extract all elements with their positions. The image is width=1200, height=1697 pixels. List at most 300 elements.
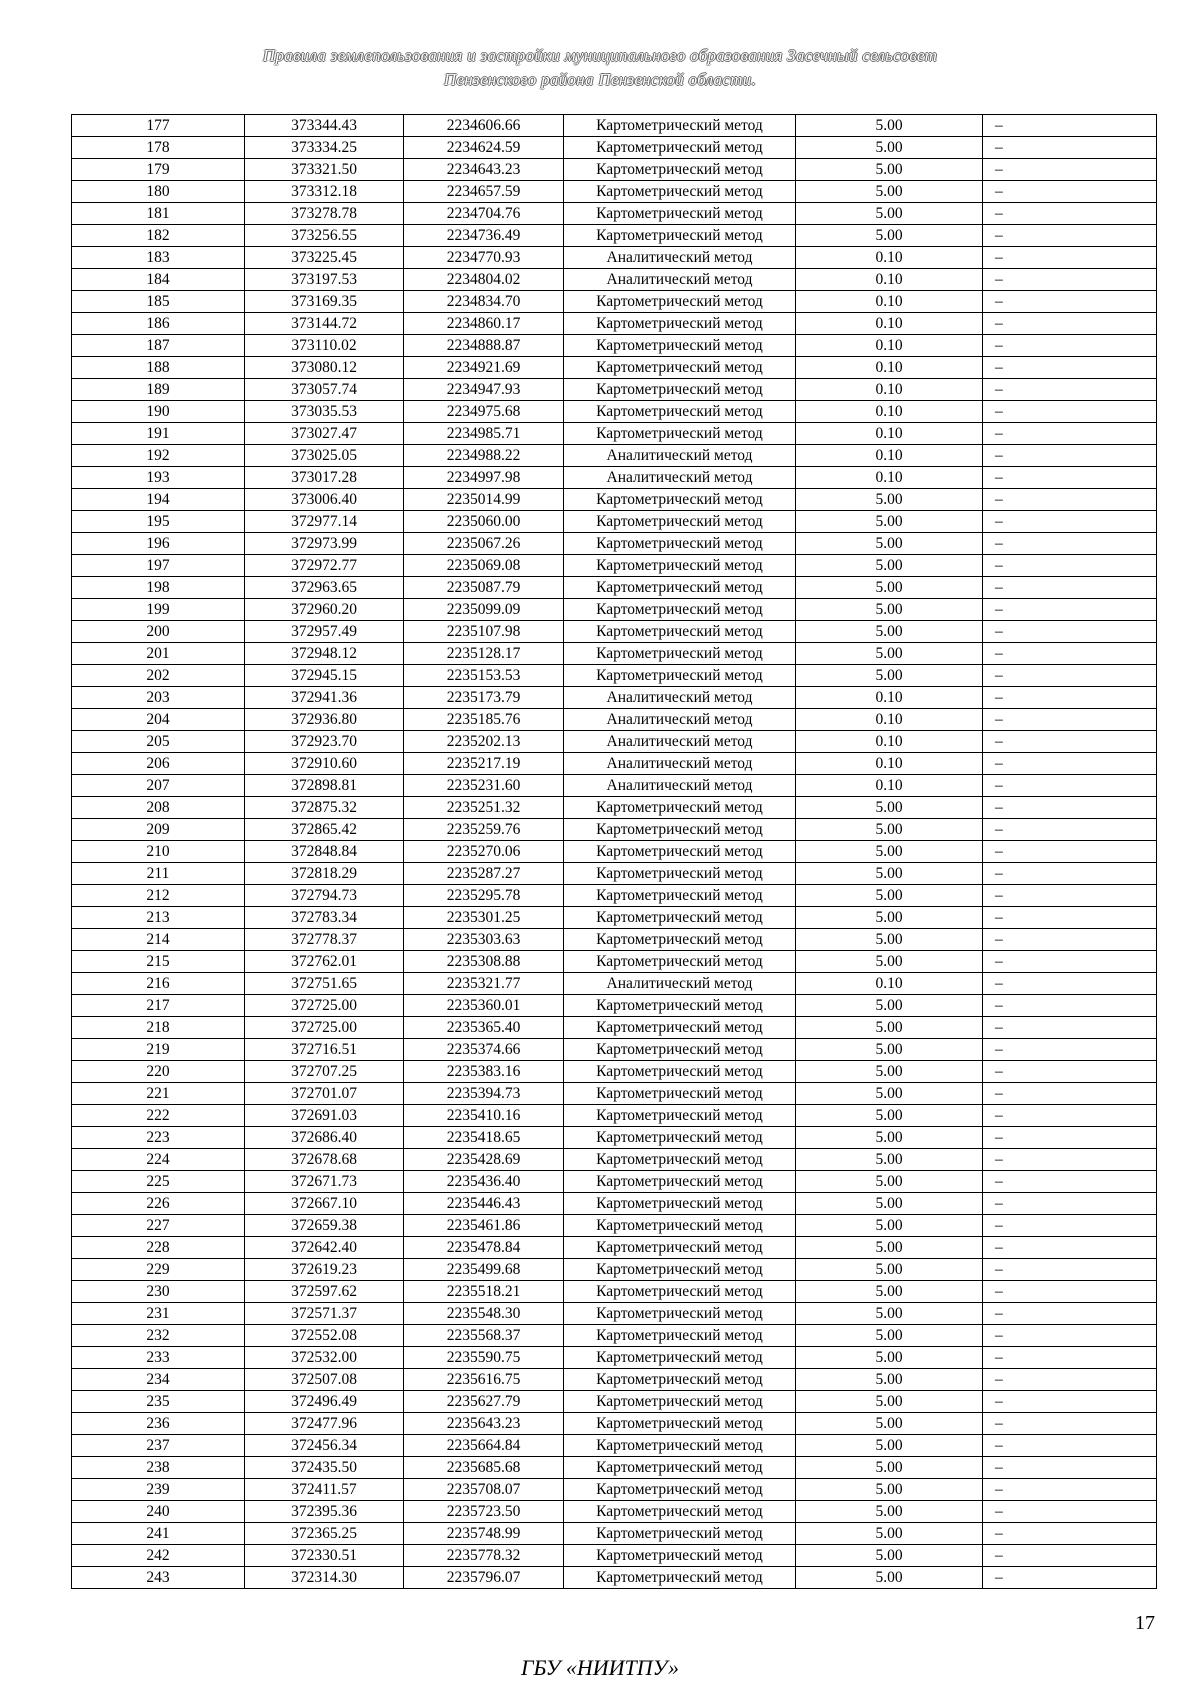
method-cell: Картометрический метод (564, 1501, 796, 1523)
x-coordinate-cell: 372725.00 (245, 1017, 404, 1039)
point-number-cell: 194 (72, 489, 245, 511)
description-cell: – (983, 665, 1157, 687)
table-row (72, 1171, 1157, 1193)
accuracy-cell: 0.10 (796, 731, 983, 753)
method-cell: Картометрический метод (564, 1479, 796, 1501)
y-coordinate-cell: 2235383.16 (404, 1061, 564, 1083)
method-cell: Картометрический метод (564, 1171, 796, 1193)
accuracy-cell: 5.00 (796, 555, 983, 577)
x-coordinate-cell: 372865.42 (245, 819, 404, 841)
y-coordinate-cell: 2234770.93 (404, 247, 564, 269)
method-cell: Картометрический метод (564, 1281, 796, 1303)
x-coordinate-cell: 372701.07 (245, 1083, 404, 1105)
accuracy-cell: 5.00 (796, 1281, 983, 1303)
accuracy-cell: 5.00 (796, 621, 983, 643)
x-coordinate-cell: 372977.14 (245, 511, 404, 533)
point-number-cell: 207 (72, 775, 245, 797)
table-row (72, 313, 1157, 335)
y-coordinate-cell: 2235087.79 (404, 577, 564, 599)
description-cell: – (983, 533, 1157, 555)
point-number-cell: 177 (72, 115, 245, 137)
y-coordinate-cell: 2235217.19 (404, 753, 564, 775)
accuracy-cell: 5.00 (796, 1457, 983, 1479)
table-row (72, 973, 1157, 995)
point-number-cell: 182 (72, 225, 245, 247)
description-cell: – (983, 643, 1157, 665)
y-coordinate-cell: 2235778.32 (404, 1545, 564, 1567)
table-row (72, 1567, 1157, 1589)
table-row (72, 401, 1157, 423)
table-row (72, 269, 1157, 291)
table-row (72, 291, 1157, 313)
point-number-cell: 242 (72, 1545, 245, 1567)
x-coordinate-cell: 372314.30 (245, 1567, 404, 1589)
x-coordinate-cell: 372923.70 (245, 731, 404, 753)
method-cell: Картометрический метод (564, 665, 796, 687)
description-cell: – (983, 1127, 1157, 1149)
method-cell: Картометрический метод (564, 489, 796, 511)
point-number-cell: 209 (72, 819, 245, 841)
method-cell: Картометрический метод (564, 1545, 796, 1567)
table-row (72, 1501, 1157, 1523)
table-row (72, 753, 1157, 775)
x-coordinate-cell: 373197.53 (245, 269, 404, 291)
point-number-cell: 219 (72, 1039, 245, 1061)
description-cell: – (983, 203, 1157, 225)
accuracy-cell: 5.00 (796, 1545, 983, 1567)
point-number-cell: 232 (72, 1325, 245, 1347)
y-coordinate-cell: 2234606.66 (404, 115, 564, 137)
point-number-cell: 197 (72, 555, 245, 577)
x-coordinate-cell: 372552.08 (245, 1325, 404, 1347)
point-number-cell: 208 (72, 797, 245, 819)
accuracy-cell: 5.00 (796, 533, 983, 555)
x-coordinate-cell: 373017.28 (245, 467, 404, 489)
accuracy-cell: 5.00 (796, 137, 983, 159)
method-cell: Картометрический метод (564, 1457, 796, 1479)
description-cell: – (983, 423, 1157, 445)
accuracy-cell: 5.00 (796, 577, 983, 599)
point-number-cell: 190 (72, 401, 245, 423)
point-number-cell: 200 (72, 621, 245, 643)
description-cell: – (983, 335, 1157, 357)
y-coordinate-cell: 2234736.49 (404, 225, 564, 247)
y-coordinate-cell: 2235568.37 (404, 1325, 564, 1347)
description-cell: – (983, 467, 1157, 489)
y-coordinate-cell: 2235410.16 (404, 1105, 564, 1127)
point-number-cell: 224 (72, 1149, 245, 1171)
y-coordinate-cell: 2235303.63 (404, 929, 564, 951)
y-coordinate-cell: 2235723.50 (404, 1501, 564, 1523)
y-coordinate-cell: 2234704.76 (404, 203, 564, 225)
point-number-cell: 223 (72, 1127, 245, 1149)
table-row (72, 489, 1157, 511)
description-cell: – (983, 599, 1157, 621)
method-cell: Картометрический метод (564, 1215, 796, 1237)
y-coordinate-cell: 2235295.78 (404, 885, 564, 907)
y-coordinate-cell: 2235128.17 (404, 643, 564, 665)
y-coordinate-cell: 2235360.01 (404, 995, 564, 1017)
x-coordinate-cell: 372848.84 (245, 841, 404, 863)
description-cell: – (983, 1039, 1157, 1061)
description-cell: – (983, 181, 1157, 203)
table-row (72, 1061, 1157, 1083)
accuracy-cell: 0.10 (796, 423, 983, 445)
accuracy-cell: 5.00 (796, 1105, 983, 1127)
table-row (72, 115, 1157, 137)
accuracy-cell: 0.10 (796, 709, 983, 731)
point-number-cell: 199 (72, 599, 245, 621)
accuracy-cell: 5.00 (796, 599, 983, 621)
y-coordinate-cell: 2235616.75 (404, 1369, 564, 1391)
accuracy-cell: 0.10 (796, 379, 983, 401)
method-cell: Картометрический метод (564, 379, 796, 401)
table-row (72, 1083, 1157, 1105)
point-number-cell: 234 (72, 1369, 245, 1391)
y-coordinate-cell: 2234975.68 (404, 401, 564, 423)
table-row (72, 1149, 1157, 1171)
x-coordinate-cell: 373278.78 (245, 203, 404, 225)
method-cell: Картометрический метод (564, 423, 796, 445)
x-coordinate-cell: 372395.36 (245, 1501, 404, 1523)
footer-organization: ГБУ «НИИТПУ» (520, 1655, 680, 1680)
description-cell: – (983, 1523, 1157, 1545)
description-cell: – (983, 1501, 1157, 1523)
point-number-cell: 188 (72, 357, 245, 379)
x-coordinate-cell: 373169.35 (245, 291, 404, 313)
point-number-cell: 189 (72, 379, 245, 401)
method-cell: Картометрический метод (564, 841, 796, 863)
point-number-cell: 180 (72, 181, 245, 203)
y-coordinate-cell: 2235627.79 (404, 1391, 564, 1413)
point-number-cell: 226 (72, 1193, 245, 1215)
description-cell: – (983, 1479, 1157, 1501)
accuracy-cell: 5.00 (796, 797, 983, 819)
method-cell: Картометрический метод (564, 1083, 796, 1105)
x-coordinate-cell: 372671.73 (245, 1171, 404, 1193)
x-coordinate-cell: 372725.00 (245, 995, 404, 1017)
method-cell: Картометрический метод (564, 1017, 796, 1039)
table-row (72, 621, 1157, 643)
point-number-cell: 181 (72, 203, 245, 225)
x-coordinate-cell: 372456.34 (245, 1435, 404, 1457)
description-cell: – (983, 907, 1157, 929)
accuracy-cell: 5.00 (796, 203, 983, 225)
page-number: 17 (1135, 1612, 1155, 1634)
point-number-cell: 220 (72, 1061, 245, 1083)
description-cell: – (983, 577, 1157, 599)
x-coordinate-cell: 372496.49 (245, 1391, 404, 1413)
table-row (72, 203, 1157, 225)
x-coordinate-cell: 373080.12 (245, 357, 404, 379)
accuracy-cell: 5.00 (796, 1083, 983, 1105)
x-coordinate-cell: 373344.43 (245, 115, 404, 137)
table-row (72, 1105, 1157, 1127)
method-cell: Аналитический метод (564, 247, 796, 269)
x-coordinate-cell: 373035.53 (245, 401, 404, 423)
point-number-cell: 227 (72, 1215, 245, 1237)
method-cell: Картометрический метод (564, 401, 796, 423)
y-coordinate-cell: 2235428.69 (404, 1149, 564, 1171)
y-coordinate-cell: 2234624.59 (404, 137, 564, 159)
method-cell: Картометрический метод (564, 115, 796, 137)
table-row (72, 819, 1157, 841)
method-cell: Картометрический метод (564, 1325, 796, 1347)
point-number-cell: 204 (72, 709, 245, 731)
table-row (72, 995, 1157, 1017)
y-coordinate-cell: 2235478.84 (404, 1237, 564, 1259)
table-row (72, 555, 1157, 577)
y-coordinate-cell: 2235107.98 (404, 621, 564, 643)
table-row (72, 1193, 1157, 1215)
point-number-cell: 206 (72, 753, 245, 775)
table-row (72, 445, 1157, 467)
x-coordinate-cell: 373321.50 (245, 159, 404, 181)
y-coordinate-cell: 2235231.60 (404, 775, 564, 797)
x-coordinate-cell: 372330.51 (245, 1545, 404, 1567)
point-number-cell: 195 (72, 511, 245, 533)
description-cell: – (983, 1567, 1157, 1589)
x-coordinate-cell: 372507.08 (245, 1369, 404, 1391)
table-row (72, 907, 1157, 929)
description-cell: – (983, 1457, 1157, 1479)
accuracy-cell: 5.00 (796, 1391, 983, 1413)
description-cell: – (983, 1237, 1157, 1259)
y-coordinate-cell: 2235287.27 (404, 863, 564, 885)
y-coordinate-cell: 2235708.07 (404, 1479, 564, 1501)
x-coordinate-cell: 372642.40 (245, 1237, 404, 1259)
method-cell: Аналитический метод (564, 445, 796, 467)
x-coordinate-cell: 372365.25 (245, 1523, 404, 1545)
table-row (72, 1369, 1157, 1391)
y-coordinate-cell: 2235251.32 (404, 797, 564, 819)
description-cell: – (983, 1259, 1157, 1281)
accuracy-cell: 5.00 (796, 1479, 983, 1501)
accuracy-cell: 5.00 (796, 1149, 983, 1171)
method-cell: Картометрический метод (564, 533, 796, 555)
method-cell: Картометрический метод (564, 863, 796, 885)
x-coordinate-cell: 372619.23 (245, 1259, 404, 1281)
table-row (72, 1017, 1157, 1039)
accuracy-cell: 5.00 (796, 665, 983, 687)
x-coordinate-cell: 372571.37 (245, 1303, 404, 1325)
accuracy-cell: 0.10 (796, 753, 983, 775)
point-number-cell: 239 (72, 1479, 245, 1501)
accuracy-cell: 5.00 (796, 511, 983, 533)
method-cell: Аналитический метод (564, 269, 796, 291)
table-row (72, 643, 1157, 665)
accuracy-cell: 5.00 (796, 1193, 983, 1215)
point-number-cell: 233 (72, 1347, 245, 1369)
x-coordinate-cell: 372716.51 (245, 1039, 404, 1061)
method-cell: Картометрический метод (564, 1105, 796, 1127)
point-number-cell: 231 (72, 1303, 245, 1325)
table-row (72, 1545, 1157, 1567)
accuracy-cell: 0.10 (796, 401, 983, 423)
table-row (72, 1303, 1157, 1325)
point-number-cell: 192 (72, 445, 245, 467)
description-cell: – (983, 291, 1157, 313)
point-number-cell: 179 (72, 159, 245, 181)
description-cell: – (983, 929, 1157, 951)
coordinates-table-body (72, 115, 1157, 1589)
document-header (0, 44, 1200, 92)
table-row (72, 467, 1157, 489)
method-cell: Картометрический метод (564, 159, 796, 181)
accuracy-cell: 0.10 (796, 973, 983, 995)
method-cell: Картометрический метод (564, 995, 796, 1017)
point-number-cell: 215 (72, 951, 245, 973)
description-cell: – (983, 841, 1157, 863)
point-number-cell: 196 (72, 533, 245, 555)
accuracy-cell: 0.10 (796, 775, 983, 797)
method-cell: Аналитический метод (564, 687, 796, 709)
table-row (72, 775, 1157, 797)
table-row (72, 1435, 1157, 1457)
method-cell: Картометрический метод (564, 203, 796, 225)
method-cell: Картометрический метод (564, 1061, 796, 1083)
accuracy-cell: 5.00 (796, 1369, 983, 1391)
accuracy-cell: 0.10 (796, 269, 983, 291)
description-cell: – (983, 137, 1157, 159)
x-coordinate-cell: 372972.77 (245, 555, 404, 577)
description-cell: – (983, 313, 1157, 335)
method-cell: Аналитический метод (564, 753, 796, 775)
x-coordinate-cell: 372957.49 (245, 621, 404, 643)
method-cell: Картометрический метод (564, 929, 796, 951)
description-cell: – (983, 115, 1157, 137)
table-row (72, 1347, 1157, 1369)
method-cell: Картометрический метод (564, 1303, 796, 1325)
description-cell: – (983, 885, 1157, 907)
description-cell: – (983, 1149, 1157, 1171)
accuracy-cell: 5.00 (796, 819, 983, 841)
accuracy-cell: 5.00 (796, 1435, 983, 1457)
accuracy-cell: 5.00 (796, 1501, 983, 1523)
x-coordinate-cell: 372794.73 (245, 885, 404, 907)
x-coordinate-cell: 372936.80 (245, 709, 404, 731)
point-number-cell: 225 (72, 1171, 245, 1193)
table-row (72, 1325, 1157, 1347)
method-cell: Аналитический метод (564, 973, 796, 995)
accuracy-cell: 5.00 (796, 181, 983, 203)
method-cell: Картометрический метод (564, 599, 796, 621)
y-coordinate-cell: 2235099.09 (404, 599, 564, 621)
header-line-1: Правила землепользования и застройки муниципального образования Засечный сельсовет (262, 46, 938, 65)
method-cell: Картометрический метод (564, 1523, 796, 1545)
method-cell: Картометрический метод (564, 1193, 796, 1215)
method-cell: Картометрический метод (564, 313, 796, 335)
accuracy-cell: 5.00 (796, 489, 983, 511)
x-coordinate-cell: 372762.01 (245, 951, 404, 973)
method-cell: Картометрический метод (564, 577, 796, 599)
description-cell: – (983, 1061, 1157, 1083)
description-cell: – (983, 511, 1157, 533)
point-number-cell: 198 (72, 577, 245, 599)
description-cell: – (983, 687, 1157, 709)
table-row (72, 379, 1157, 401)
y-coordinate-cell: 2235643.23 (404, 1413, 564, 1435)
method-cell: Аналитический метод (564, 775, 796, 797)
description-cell: – (983, 159, 1157, 181)
method-cell: Аналитический метод (564, 709, 796, 731)
method-cell: Картометрический метод (564, 1369, 796, 1391)
point-number-cell: 213 (72, 907, 245, 929)
description-cell: – (983, 863, 1157, 885)
table-row (72, 1127, 1157, 1149)
x-coordinate-cell: 372948.12 (245, 643, 404, 665)
accuracy-cell: 5.00 (796, 1347, 983, 1369)
accuracy-cell: 0.10 (796, 247, 983, 269)
accuracy-cell: 5.00 (796, 1567, 983, 1589)
method-cell: Картометрический метод (564, 1237, 796, 1259)
x-coordinate-cell: 373334.25 (245, 137, 404, 159)
x-coordinate-cell: 372963.65 (245, 577, 404, 599)
table-row (72, 797, 1157, 819)
y-coordinate-cell: 2234947.93 (404, 379, 564, 401)
table-row (72, 687, 1157, 709)
y-coordinate-cell: 2234860.17 (404, 313, 564, 335)
point-number-cell: 211 (72, 863, 245, 885)
description-cell: – (983, 1545, 1157, 1567)
description-cell: – (983, 247, 1157, 269)
point-number-cell: 229 (72, 1259, 245, 1281)
method-cell: Картометрический метод (564, 907, 796, 929)
point-number-cell: 214 (72, 929, 245, 951)
method-cell: Картометрический метод (564, 291, 796, 313)
point-number-cell: 217 (72, 995, 245, 1017)
description-cell: – (983, 1303, 1157, 1325)
accuracy-cell: 0.10 (796, 357, 983, 379)
y-coordinate-cell: 2235185.76 (404, 709, 564, 731)
accuracy-cell: 5.00 (796, 115, 983, 137)
point-number-cell: 238 (72, 1457, 245, 1479)
point-number-cell: 240 (72, 1501, 245, 1523)
y-coordinate-cell: 2235153.53 (404, 665, 564, 687)
description-cell: – (983, 1193, 1157, 1215)
table-row (72, 665, 1157, 687)
table-row (72, 731, 1157, 753)
point-number-cell: 203 (72, 687, 245, 709)
method-cell: Картометрический метод (564, 181, 796, 203)
description-cell: – (983, 709, 1157, 731)
accuracy-cell: 5.00 (796, 1127, 983, 1149)
accuracy-cell: 5.00 (796, 929, 983, 951)
method-cell: Картометрический метод (564, 225, 796, 247)
accuracy-cell: 5.00 (796, 1303, 983, 1325)
point-number-cell: 222 (72, 1105, 245, 1127)
method-cell: Картометрический метод (564, 1567, 796, 1589)
method-cell: Картометрический метод (564, 621, 796, 643)
x-coordinate-cell: 373256.55 (245, 225, 404, 247)
accuracy-cell: 5.00 (796, 1017, 983, 1039)
x-coordinate-cell: 372597.62 (245, 1281, 404, 1303)
y-coordinate-cell: 2235590.75 (404, 1347, 564, 1369)
x-coordinate-cell: 372818.29 (245, 863, 404, 885)
table-row (72, 709, 1157, 731)
accuracy-cell: 5.00 (796, 1215, 983, 1237)
x-coordinate-cell: 372875.32 (245, 797, 404, 819)
y-coordinate-cell: 2235461.86 (404, 1215, 564, 1237)
description-cell: – (983, 1017, 1157, 1039)
accuracy-cell: 5.00 (796, 1259, 983, 1281)
x-coordinate-cell: 372435.50 (245, 1457, 404, 1479)
accuracy-cell: 0.10 (796, 313, 983, 335)
table-row (72, 159, 1157, 181)
point-number-cell: 183 (72, 247, 245, 269)
y-coordinate-cell: 2235374.66 (404, 1039, 564, 1061)
method-cell: Картометрический метод (564, 951, 796, 973)
